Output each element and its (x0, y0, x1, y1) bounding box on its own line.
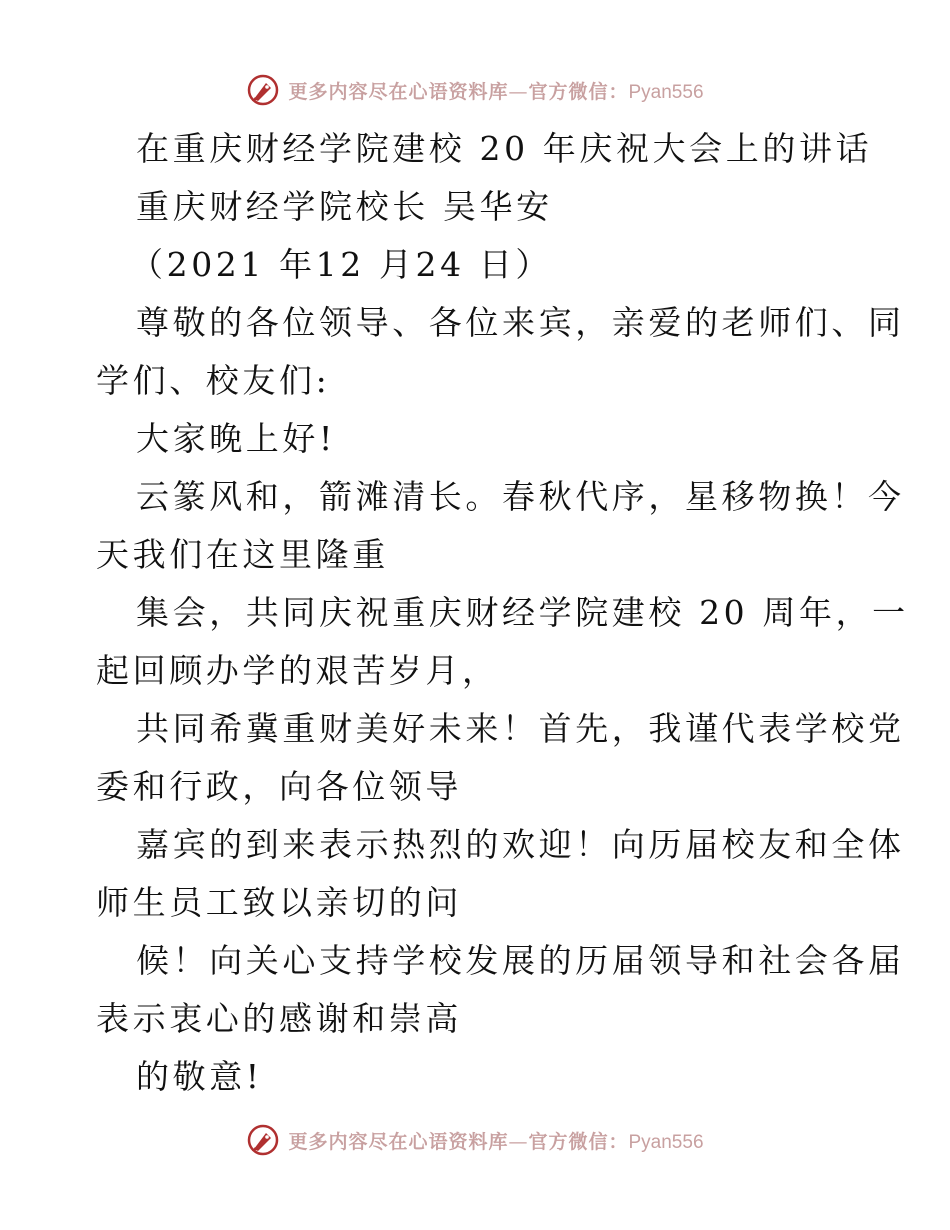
watermark-channel: 官方微信： (528, 1130, 629, 1153)
watermark-text (288, 1127, 703, 1154)
watermark-separator: — (508, 1130, 529, 1153)
watermark-brand: 更多内容尽在心语资料库 (288, 80, 509, 103)
watermark-brand: 更多内容尽在心语资料库 (288, 1130, 509, 1153)
watermark-account: Pyan556 (628, 1131, 704, 1153)
paragraph-line: 云篆风和，箭滩清长。春秋代序，星移物换！今 (136, 477, 905, 516)
paragraph-line: 候！向关心支持学校发展的历届领导和社会各届 (136, 941, 905, 980)
paragraph-line: 委和行政，向各位领导 (96, 767, 462, 806)
paragraph-line: 的敬意! (136, 1057, 263, 1096)
speech-body (96, 120, 909, 1106)
paragraph-line: 集会，共同庆祝重庆财经学院建校 20 周年，一 (136, 593, 909, 632)
paragraph-line: 共同希冀重财美好未来！首先，我谨代表学校党 (136, 709, 905, 748)
date-line: （2021 年12 月24 日） (130, 245, 553, 284)
watermark-separator: — (508, 80, 529, 103)
paragraph-line: 尊敬的各位领导、各位来宾，亲爱的老师们、同 (136, 303, 905, 342)
paragraph-line: 起回顾办学的艰苦岁月， (96, 651, 499, 690)
pen-nib-logo-icon (246, 73, 280, 107)
paragraph-line: 大家晚上好! (136, 419, 336, 458)
paragraph-line: 师生员工致以亲切的问 (96, 883, 462, 922)
watermark-text (288, 77, 703, 104)
speech-title: 在重庆财经学院建校 20 年庆祝大会上的讲话 (136, 129, 873, 168)
pen-nib-logo-icon (246, 1123, 280, 1157)
watermark-channel: 官方微信： (528, 80, 629, 103)
paragraph-line: 嘉宾的到来表示热烈的欢迎！向历届校友和全体 (136, 825, 905, 864)
watermark-account: Pyan556 (628, 81, 704, 103)
speaker-line: 重庆财经学院校长 吴华安 (136, 187, 553, 226)
paragraph-line: 表示衷心的感谢和崇高 (96, 999, 462, 1038)
paragraph-line: 天我们在这里隆重 (96, 535, 389, 574)
paragraph-line: 学们、校友们: (96, 361, 331, 400)
footer-watermark (0, 1120, 950, 1160)
header-watermark (0, 70, 950, 110)
